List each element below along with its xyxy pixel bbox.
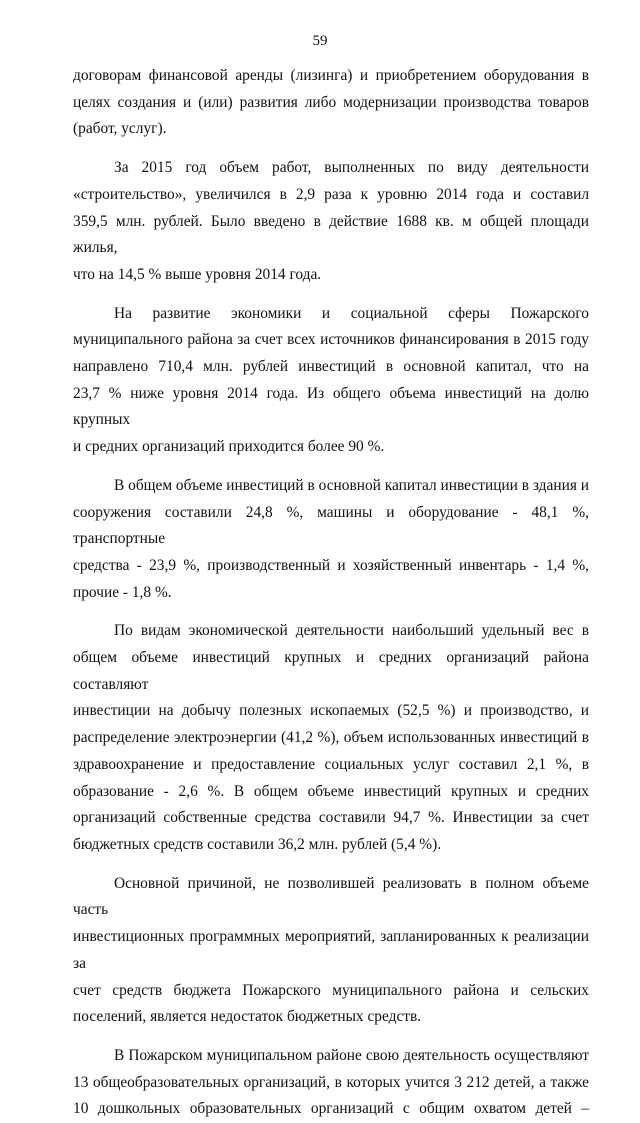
text-line: (работ, услуг). [73,120,167,138]
text-line: бюджетных средств составили 36,2 млн. рублей (5,4 %). [73,835,442,853]
text-line: средства - 23,9 %, производственный и хозяйственный инвентарь - 1,4 %, [73,556,589,574]
paragraph-7 [73,1043,589,1123]
paragraph-3 [73,301,589,461]
text-line: прочие - 1,8 %. [73,583,172,601]
text-line: В Пожарском муниципальном районе свою деятельность осуществляют [114,1046,589,1064]
text-line: инвестиционных программных мероприятий, запланированных к реализации за [73,928,589,972]
document-body [73,63,589,1123]
paragraph-4 [73,473,589,607]
text-line: организаций собственные средства составили 94,7 %. Инвестиции за счет [73,809,589,827]
text-line: направлено 710,4 млн. рублей инвестиций в основной капитал, что на [73,358,589,376]
text-line: инвестиции на добычу полезных ископаемых (52,5 %) и производство, и [73,702,589,720]
text-line: На развитие экономики и социальной сферы Пожарского [114,304,589,322]
text-line: что на 14,5 % выше уровня 2014 года. [73,265,322,283]
text-line: сооружения составили 24,8 %, машины и оборудование - 48,1 %, транспортные [73,503,589,548]
text-line: За 2015 год объем работ, выполненных по виду деятельности [114,159,589,177]
text-line: и средних организаций приходится более 90 %. [73,438,385,456]
text-line: В общем объеме инвестиций в основной капитал инвестиции в здания и [114,476,589,494]
text-line: здравоохранение и предоставление социальных услуг составил 2,1 %, в [73,755,589,773]
text-line: муниципального района за счет всех источников финансирования в 2015 году [73,331,589,349]
paragraph-5 [73,618,589,858]
text-line: распределение электроэнергии (41,2 %), объем использованных инвестиций в [73,729,589,747]
text-line: общем объеме инвестиций крупных и средних организаций района составляют [73,649,589,693]
text-line: счет средств бюджета Пожарского муниципального района и сельских [73,981,589,999]
paragraph-6 [73,871,589,1031]
text-line: По видам экономической деятельности наибольший удельный вес в [114,622,589,640]
paragraph-2 [73,155,589,289]
text-line: Основной причиной, не позволившей реализовать в полном объеме часть [73,874,589,919]
text-line: «строительство», увеличился в 2,9 раза к уровню 2014 года и составил [73,185,589,203]
text-line: целях создания и (или) развития либо модернизации производства товаров [73,93,589,111]
text-line: 359,5 млн. рублей. Было введено в действие 1688 кв. м общей площади жилья, [73,212,589,257]
text-line: 10 дошкольных образовательных организаций с общим охватом детей – [73,1100,589,1118]
text-line: 23,7 % ниже уровня 2014 года. Из общего объема инвестиций на долю крупных [73,384,589,429]
paragraph-1 [73,63,589,143]
text-line: поселений, является недостаток бюджетных средств. [73,1008,422,1026]
text-line: 13 общеобразовательных организаций, в которых учится 3 212 детей, а также [73,1073,589,1091]
page-number: 59 [312,33,328,49]
text-line: образование - 2,6 %. В общем объеме инвестиций крупных и средних [73,782,589,800]
text-line: договорам финансовой аренды (лизинга) и приобретением оборудования в [73,67,589,84]
